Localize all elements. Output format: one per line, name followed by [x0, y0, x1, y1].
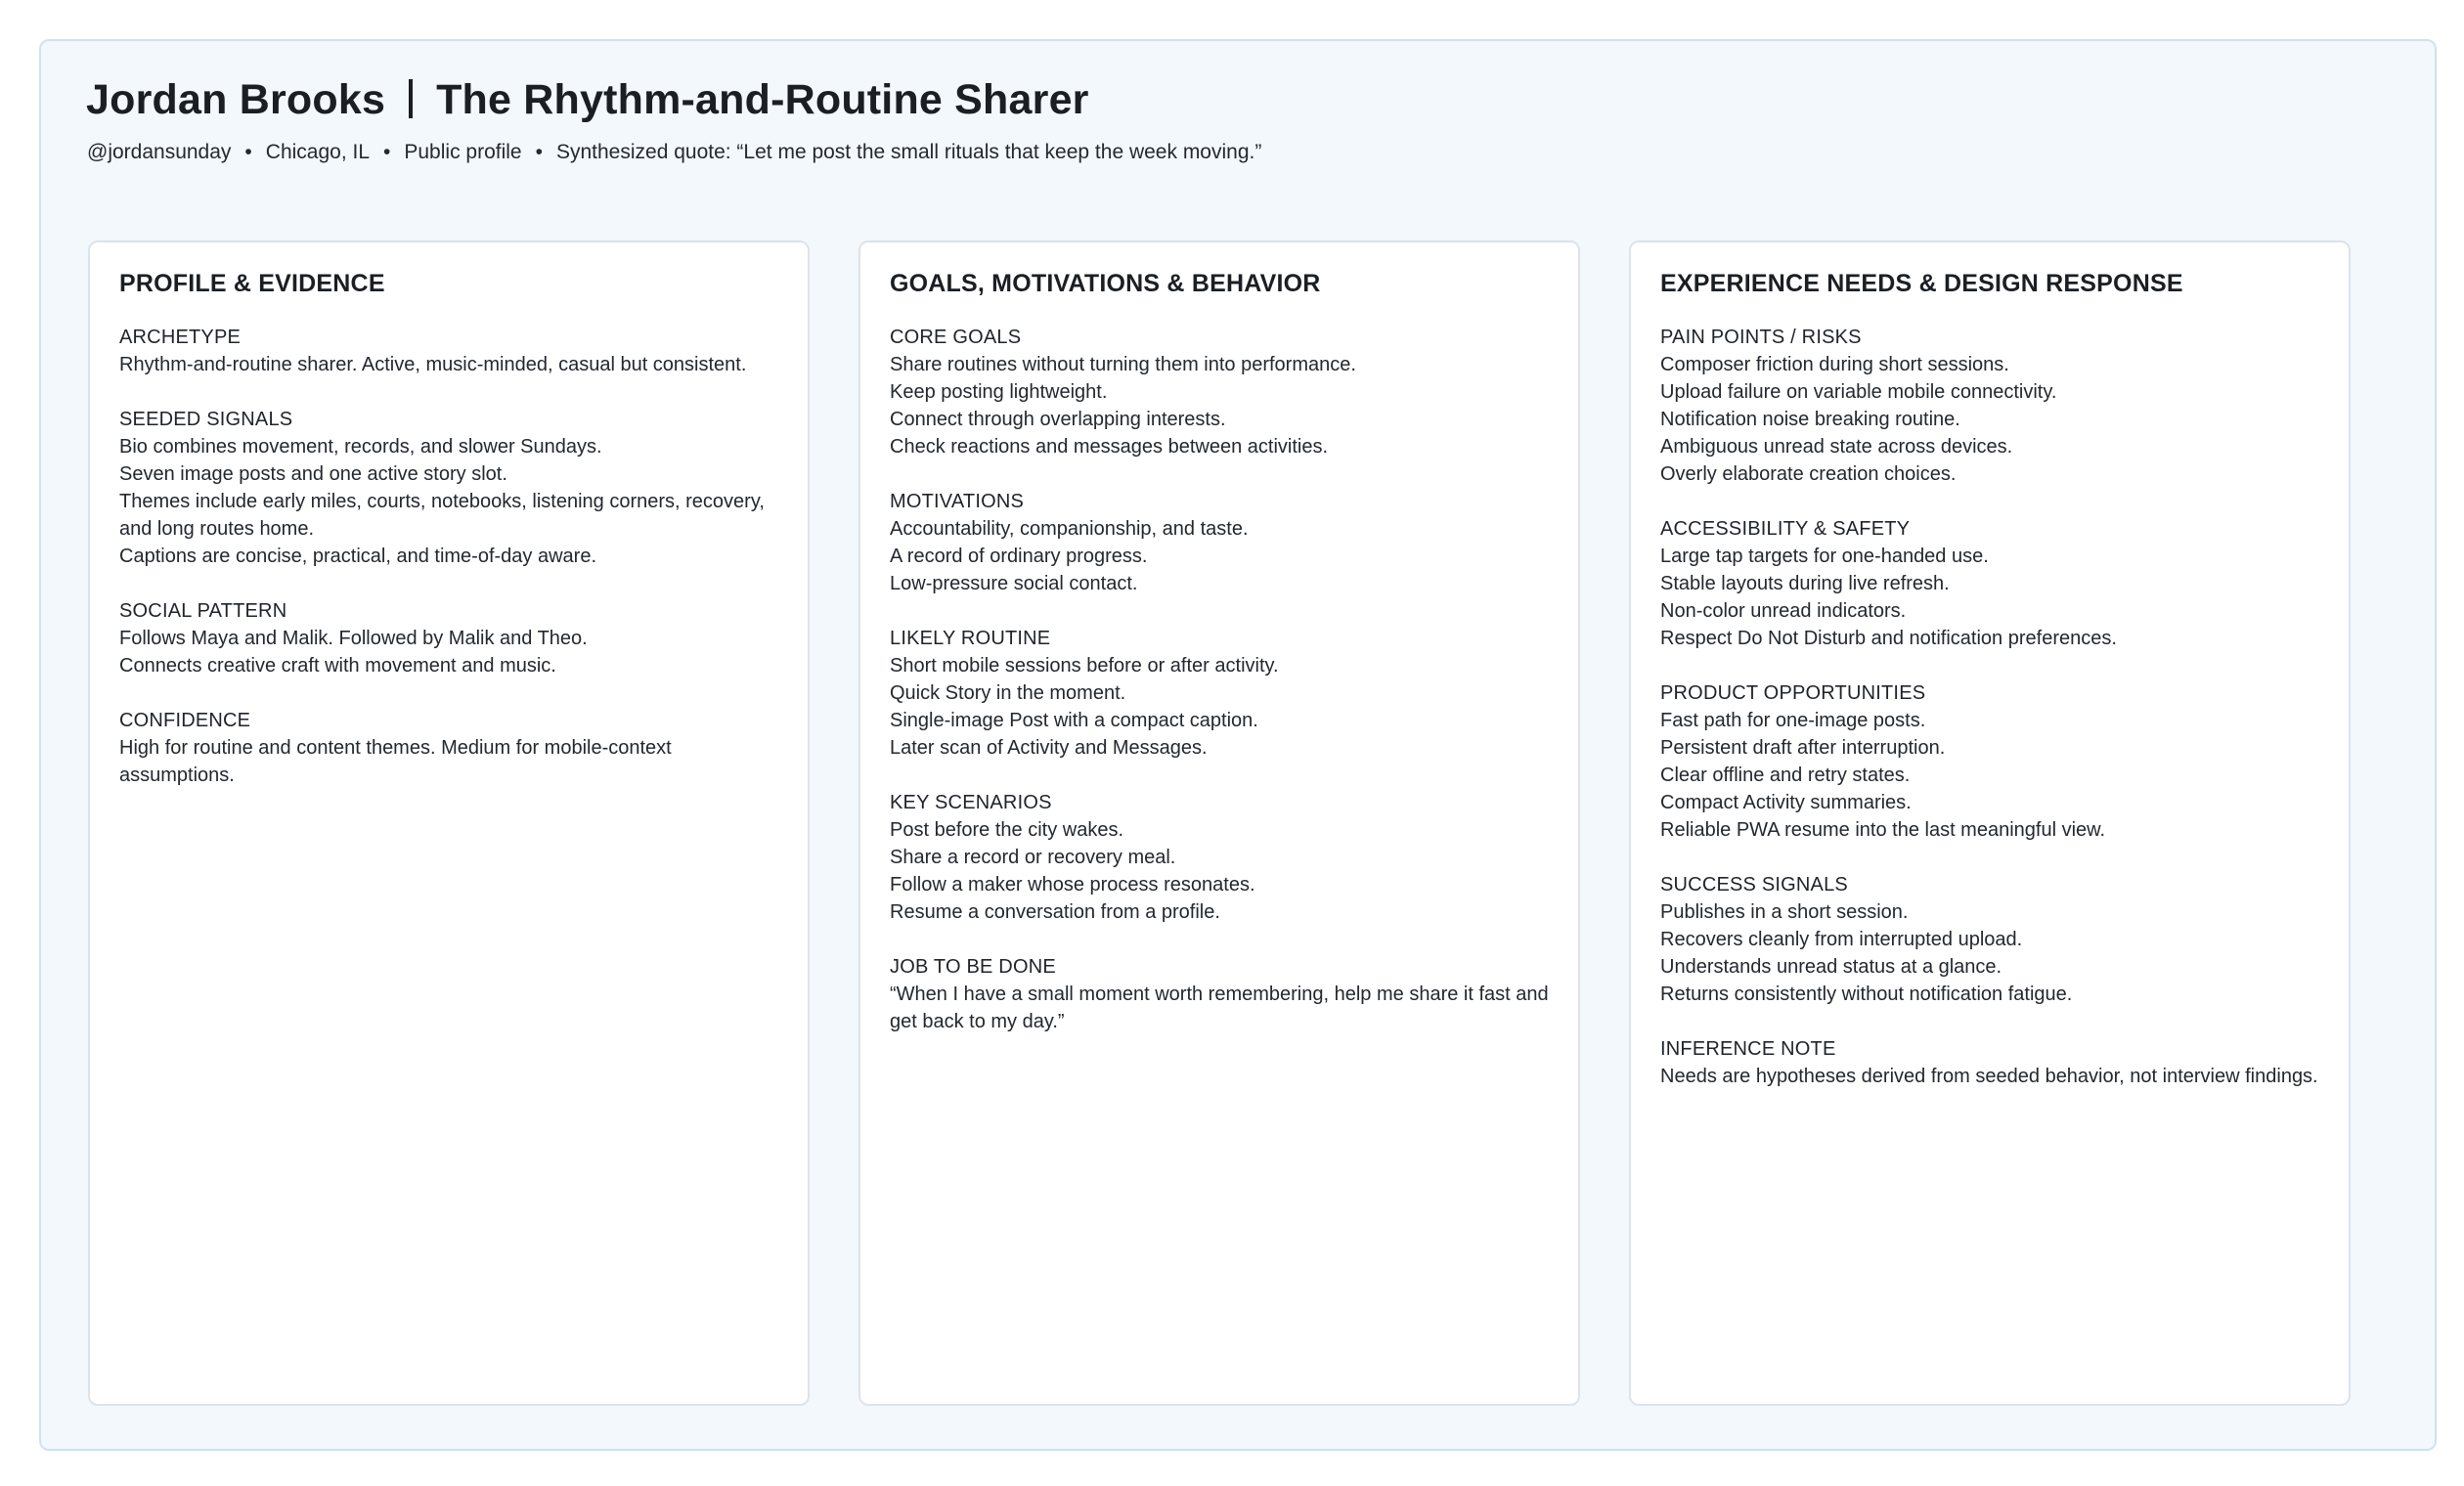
- card-section: [890, 953, 1549, 1035]
- section-label: SOCIAL PATTERN: [119, 600, 287, 622]
- section-label: CONFIDENCE: [119, 710, 251, 731]
- meta-separator: •: [244, 141, 252, 163]
- section-line: Compact Activity summaries.: [1660, 792, 1912, 813]
- card-section: [890, 625, 1549, 762]
- section-line: Notification noise breaking routine.: [1660, 409, 1960, 430]
- persona-name: Jordan Brooks: [86, 76, 386, 123]
- section-line: Non-color unread indicators.: [1660, 600, 1907, 622]
- card-section: [1660, 324, 2319, 488]
- section-label: KEY SCENARIOS: [890, 792, 1052, 813]
- section-line: Later scan of Activity and Messages.: [890, 737, 1208, 759]
- section-line: Needs are hypotheses derived from seeded behavior, not interview findings.: [1660, 1066, 2318, 1087]
- card-profile-evidence: [88, 240, 810, 1406]
- card-section: [1660, 679, 2319, 844]
- section-line: Composer friction during short sessions.: [1660, 354, 2009, 375]
- section-line: Connect through overlapping interests.: [890, 409, 1226, 430]
- card-title: EXPERIENCE NEEDS & DESIGN RESPONSE: [1660, 270, 2183, 297]
- card-title: PROFILE & EVIDENCE: [119, 270, 385, 297]
- section-line: Ambiguous unread state across devices.: [1660, 436, 2013, 458]
- section-line: Publishes in a short session.: [1660, 901, 1909, 923]
- section-line: Accountability, companionship, and taste.: [890, 518, 1249, 540]
- section-line: Rhythm-and-routine sharer. Active, music-minded, casual but consistent.: [119, 354, 747, 375]
- section-label: PAIN POINTS / RISKS: [1660, 327, 1862, 348]
- card-section: [890, 488, 1549, 597]
- section-line: Fast path for one-image posts.: [1660, 710, 1926, 731]
- section-line: Clear offline and retry states.: [1660, 765, 1911, 786]
- section-label: ARCHETYPE: [119, 327, 242, 348]
- card-title: GOALS, MOTIVATIONS & BEHAVIOR: [890, 270, 1321, 297]
- section-line: Follow a maker whose process resonates.: [890, 874, 1255, 896]
- meta-quote: Synthesized quote: “Let me post the small rituals that keep the week moving.”: [555, 141, 1262, 163]
- card-section: [119, 406, 778, 570]
- card-goals-motivations-behavior: [858, 240, 1580, 1406]
- card-section: [119, 597, 778, 679]
- section-line: Bio combines movement, records, and slower Sundays.: [119, 436, 602, 458]
- section-line: Seven image posts and one active story slot.: [119, 463, 507, 485]
- card-experience-needs-design-response: [1629, 240, 2351, 1406]
- card-section: [119, 707, 778, 789]
- section-line: Returns consistently without notification fatigue.: [1660, 983, 2073, 1005]
- persona-meta-line: [87, 141, 1261, 164]
- section-line: Persistent draft after interruption.: [1660, 737, 1946, 759]
- meta-separator: •: [383, 141, 391, 163]
- section-label: PRODUCT OPPORTUNITIES: [1660, 682, 1926, 704]
- card-section: [890, 789, 1549, 926]
- card-section: [119, 324, 778, 378]
- section-line: High for routine and content themes. Medium for mobile-context assumptions.: [119, 737, 672, 786]
- section-line: Single-image Post with a compact caption.: [890, 710, 1258, 731]
- meta-visibility: Public profile: [404, 141, 522, 163]
- meta-location: Chicago, IL: [265, 141, 371, 163]
- section-line: Short mobile sessions before or after activity.: [890, 655, 1279, 677]
- section-line: Upload failure on variable mobile connectivity.: [1660, 381, 2057, 403]
- section-label: MOTIVATIONS: [890, 491, 1025, 512]
- section-line: Post before the city wakes.: [890, 819, 1124, 841]
- title-divider: [409, 79, 413, 118]
- section-line: Respect Do Not Disturb and notification preferences.: [1660, 628, 2117, 649]
- section-line: Captions are concise, practical, and time-of-day aware.: [119, 546, 597, 567]
- card-section: [890, 324, 1549, 460]
- section-line: Reliable PWA resume into the last meaningful view.: [1660, 819, 2106, 841]
- section-line: Overly elaborate creation choices.: [1660, 463, 1957, 485]
- section-label: JOB TO BE DONE: [890, 956, 1056, 978]
- section-line: Stable layouts during live refresh.: [1660, 573, 1950, 594]
- persona-board: [39, 39, 2437, 1451]
- section-label: CORE GOALS: [890, 327, 1022, 348]
- section-line: Large tap targets for one-handed use.: [1660, 546, 1989, 567]
- section-line: Follows Maya and Malik. Followed by Malik and Theo.: [119, 628, 588, 649]
- section-line: Resume a conversation from a profile.: [890, 901, 1220, 923]
- section-line: Share routines without turning them into performance.: [890, 354, 1356, 375]
- section-line: “When I have a small moment worth remembering, help me share it fast and get back to my day.”: [890, 983, 1549, 1032]
- section-line: Themes include early miles, courts, notebooks, listening corners, recovery, and long routes home.: [119, 491, 765, 540]
- page-title: [86, 76, 1089, 124]
- card-section: [1660, 515, 2319, 652]
- section-label: LIKELY ROUTINE: [890, 628, 1051, 649]
- persona-archetype-title: The Rhythm-and-Routine Sharer: [436, 76, 1089, 123]
- section-line: Low-pressure social contact.: [890, 573, 1138, 594]
- section-label: SEEDED SIGNALS: [119, 409, 293, 430]
- section-line: Share a record or recovery meal.: [890, 847, 1176, 868]
- meta-separator: •: [535, 141, 543, 163]
- section-label: INFERENCE NOTE: [1660, 1038, 1836, 1060]
- section-line: Connects creative craft with movement and music.: [119, 655, 556, 677]
- section-line: Quick Story in the moment.: [890, 682, 1126, 704]
- section-line: Check reactions and messages between activities.: [890, 436, 1329, 458]
- card-section: [1660, 1035, 2319, 1090]
- section-line: Recovers cleanly from interrupted upload.: [1660, 929, 2023, 950]
- section-label: ACCESSIBILITY & SAFETY: [1660, 518, 1911, 540]
- section-line: Understands unread status at a glance.: [1660, 956, 2002, 978]
- section-line: A record of ordinary progress.: [890, 546, 1148, 567]
- card-section: [1660, 871, 2319, 1008]
- section-label: SUCCESS SIGNALS: [1660, 874, 1848, 896]
- section-line: Keep posting lightweight.: [890, 381, 1108, 403]
- meta-handle: @jordansunday: [87, 141, 232, 163]
